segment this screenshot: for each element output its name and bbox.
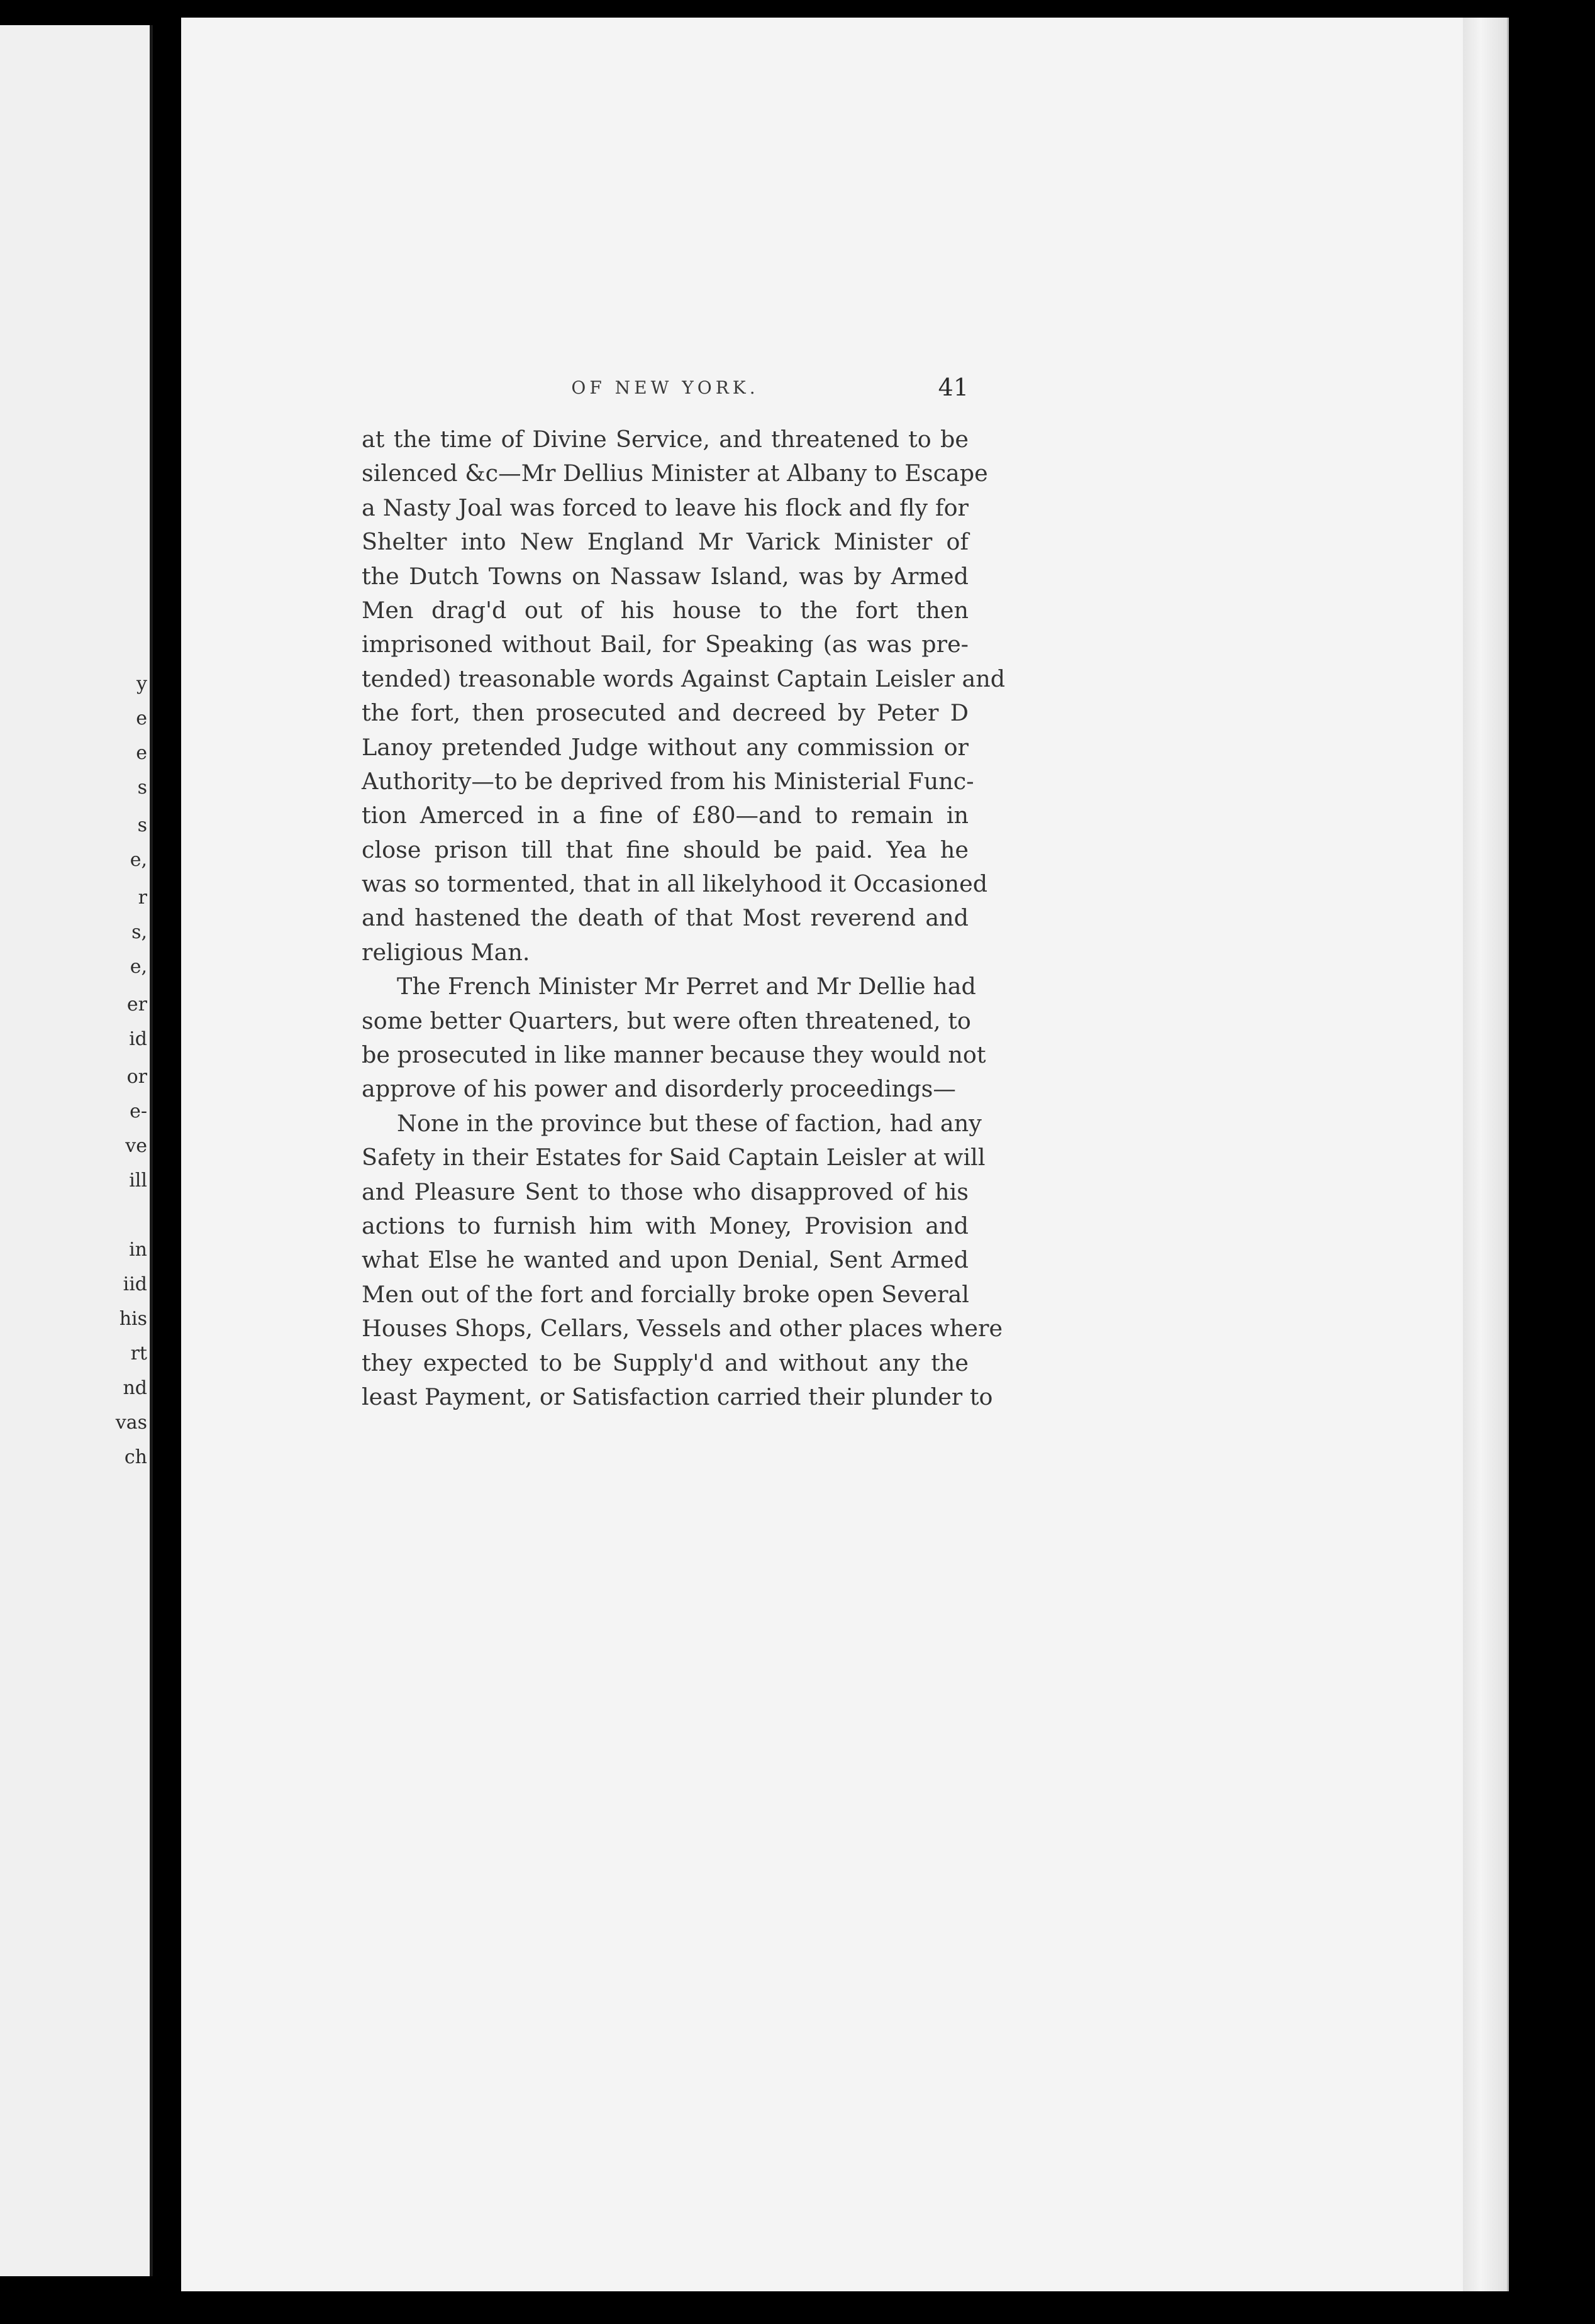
left-page-fragment: id <box>129 1028 147 1050</box>
left-page-fragment: vas <box>115 1412 147 1434</box>
text-line: was so tormented, that in all likelyhood it Occasioned <box>362 870 988 898</box>
running-head <box>362 374 969 409</box>
left-page-fragment: s, <box>131 921 147 943</box>
text-line: least Payment, or Satisfaction carried their plunder to <box>362 1383 993 1410</box>
text-line: Lanoy pretended Judge without any commission or <box>362 733 969 761</box>
left-page-fragment: r <box>138 887 147 909</box>
text-line: Safety in their Estates for Said Captain Leisler at will <box>362 1144 986 1171</box>
left-page-fragment: ill <box>129 1170 147 1192</box>
text-line: imprisoned without Bail, for Speaking (as was pre- <box>362 631 969 658</box>
text-line: the fort, then prosecuted and decreed by Peter D <box>362 699 969 727</box>
left-page-fragment: ve <box>125 1135 147 1157</box>
text-line: tion Amerced in a fine of £80—and to remain in <box>362 802 969 829</box>
page-edge-shadow <box>1463 18 1509 2291</box>
left-page-fragment: in <box>129 1239 147 1261</box>
left-page-fragment: y <box>136 673 147 695</box>
text-line: None in the province but these of faction, had any <box>397 1109 982 1137</box>
text-line: The French Minister Mr Perret and Mr Dellie had <box>397 973 976 1000</box>
text-line: Houses Shops, Cellars, Vessels and other places where <box>362 1315 1003 1342</box>
left-page-fragment: e, <box>130 956 147 978</box>
text-line: and hastened the death of that Most reverend and <box>362 904 969 932</box>
text-line: Authority—to be deprived from his Ministerial Func- <box>362 767 974 795</box>
left-page-fragment: his <box>119 1308 147 1330</box>
left-page-fragment: s <box>137 777 147 799</box>
left-page-fragment: e <box>136 707 147 729</box>
page-number: 41 <box>938 374 969 401</box>
left-page-fragment: ch <box>124 1446 147 1468</box>
left-page-fragment: rt <box>130 1342 147 1364</box>
text-line: approve of his power and disorderly proceedings— <box>362 1075 956 1103</box>
left-page-fragment: er <box>126 993 147 1015</box>
text-line: silenced &c—Mr Dellius Minister at Albany to Escape <box>362 460 988 487</box>
text-line: be prosecuted in like manner because they would not <box>362 1041 986 1069</box>
text-line: Men drag'd out of his house to the fort then <box>362 596 969 624</box>
text-line: a Nasty Joal was forced to leave his flock and fly for <box>362 494 969 521</box>
text-line: Shelter into New England Mr Varick Minister of <box>362 528 969 556</box>
left-page-fragment: e- <box>130 1100 147 1122</box>
left-page-margin-text <box>109 25 147 2276</box>
text-line: the Dutch Towns on Nassaw Island, was by Armed <box>362 562 969 590</box>
text-line: close prison till that fine should be paid. Yea he <box>362 836 969 863</box>
left-page-fragment: or <box>126 1066 147 1088</box>
body-text <box>362 423 1006 1414</box>
left-page-fragment: iid <box>123 1273 147 1295</box>
left-page-fragment: s <box>137 814 147 836</box>
text-line: tended) treasonable words Against Captain Leisler and <box>362 665 1006 692</box>
text-line: and Pleasure Sent to those who disapproved of his <box>362 1178 969 1205</box>
text-line: some better Quarters, but were often threatened, to <box>362 1007 971 1034</box>
text-line: religious Man. <box>362 938 530 966</box>
text-line: at the time of Divine Service, and threatened to be <box>362 426 969 453</box>
text-line: Men out of the fort and forcially broke open Several <box>362 1280 969 1308</box>
left-page <box>0 25 153 2276</box>
text-line: what Else he wanted and upon Denial, Sent Armed <box>362 1246 969 1274</box>
text-line: actions to furnish him with Money, Provision and <box>362 1212 969 1239</box>
left-page-fragment: nd <box>123 1377 147 1399</box>
running-head-title: OF NEW YORK. <box>571 377 759 398</box>
left-page-fragment: e <box>136 742 147 764</box>
left-page-fragment: e, <box>130 849 147 871</box>
text-line: they expected to be Supply'd and without any the <box>362 1349 969 1376</box>
